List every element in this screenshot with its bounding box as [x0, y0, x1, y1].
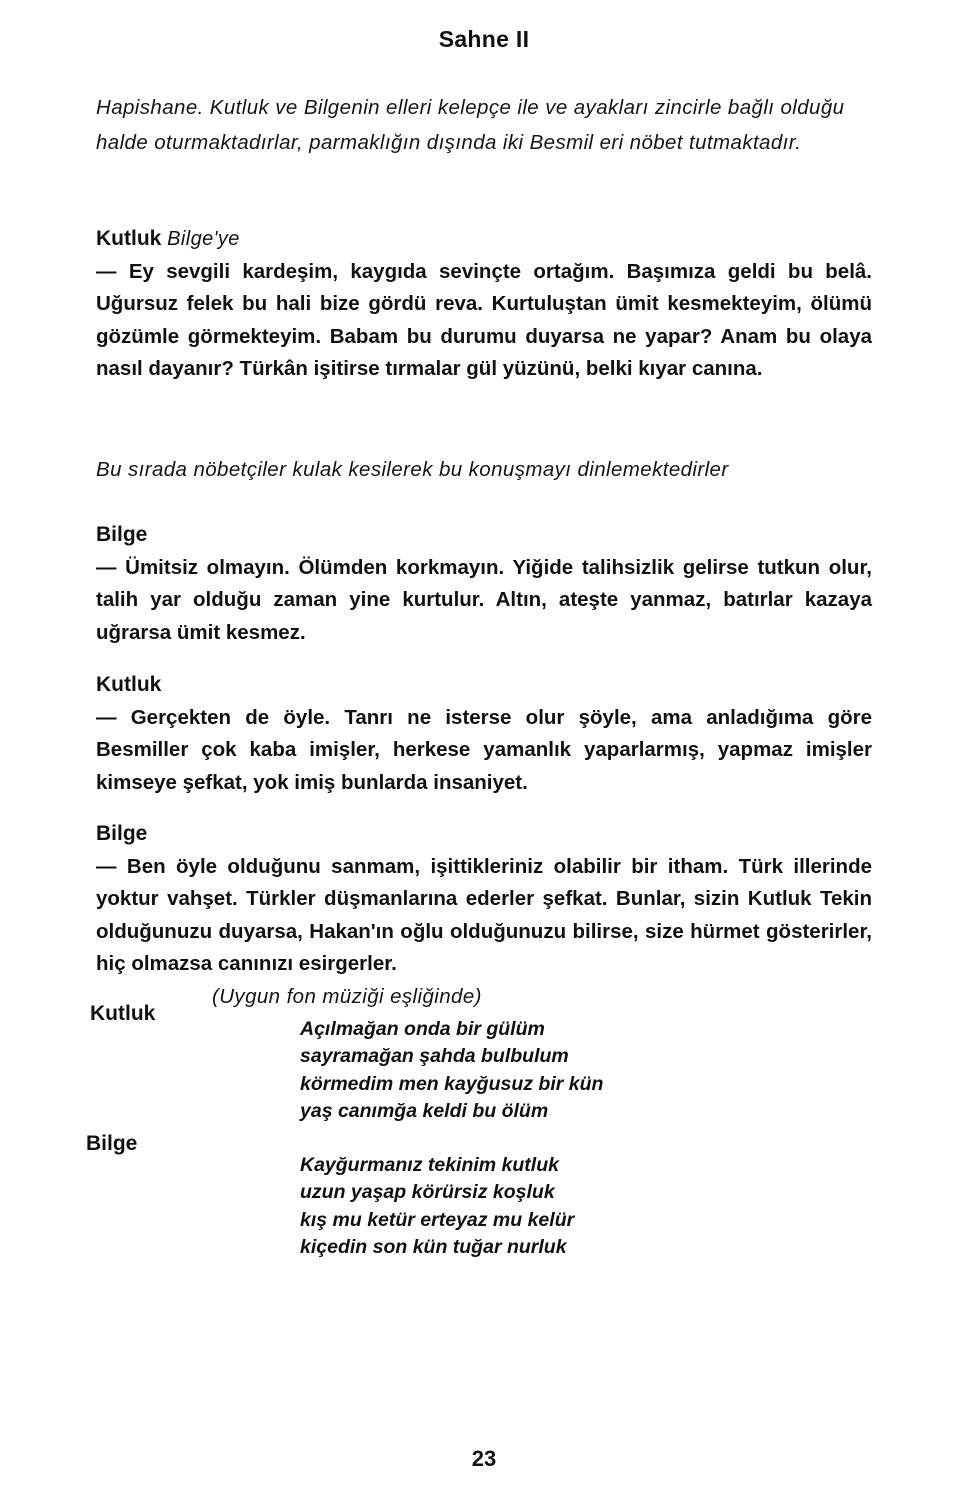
dialogue-block — [96, 818, 872, 981]
song-verse — [300, 1016, 720, 1126]
speech-text: — Ey sevgili kardeşim, kaygıda sevinçte ortağım. Başımıza geldi bu belâ. Uğursuz felek bu hali bize gördü reva. Kurtuluştan ümit kesmekteyim, ölümü gözümle görmekteyim. Babam bu durumu duyarsa ne yapar? Anam bu olaya nasıl dayanır? Türkân işitirse tırmalar gül yüzünü, belki kıyar canına. — [96, 259, 872, 381]
verse-line: sayramağan şahda bulbulum — [300, 1045, 569, 1068]
dialogue-block — [96, 519, 872, 649]
song-speaker-name: Kutluk — [90, 1002, 156, 1025]
speech-text: — Ben öyle olduğunu sanmam, işittikleriniz olabilir bir itham. Türk illerinde yoktur vahşet. Türkler düşmanlarına ederler şefkat. Bunlar, sizin Kutluk Tekin olduğunuzu duyarsa, Hakan'ın oğlu olduğunuzu bilirse, size hürmet gösterirler, hiç olmazsa canınızı esirgerler. — [96, 854, 872, 976]
song-verse — [300, 1152, 720, 1262]
verse-line: Kayğurmanız tekinim kutluk — [300, 1154, 559, 1176]
stage-direction-guards: Bu sırada nöbetçiler kulak kesilerek bu konuşmayı dinlemektedirler — [96, 458, 729, 481]
speaker-name: Bilge — [96, 523, 148, 546]
verse-line: kış mu ketür erteyaz mu kelür — [300, 1208, 575, 1231]
speech-text: — Gerçekten de öyle. Tanrı ne isterse olur şöyle, ama anladığıma göre Besmiller çok kaba imişler, herkese yamanlık yaparlarmış, yapmaz imişler kimseye şefkat, yok imiş bunlarda insaniyet. — [96, 705, 872, 794]
verse-line: yaş canımğa keldi bu ölüm — [300, 1100, 549, 1123]
verse-line: uzun yaşap körürsiz koşluk — [300, 1181, 555, 1204]
stage-direction-music: (Uygun fon müziği eşliğinde) — [212, 985, 482, 1008]
speaker-name: Kutluk — [96, 673, 162, 696]
speaker-name: Bilge — [96, 822, 148, 845]
speaker-direction: Bilge'ye — [167, 228, 240, 250]
speaker-label — [96, 223, 872, 256]
verse-line: Açılmağan onda bir gülüm — [300, 1018, 545, 1040]
scene-title: Sahne II — [438, 26, 530, 52]
song-speaker-name: Bilge — [86, 1132, 138, 1155]
verse-line: körmedim men kayğusuz bir kün — [300, 1072, 604, 1095]
book-page — [86, 0, 872, 1498]
speech-text: — Ümitsiz olmayın. Ölümden korkmayın. Yiğide talihsizlik gelirse tutkun olur, talih yar olduğu zaman yine kurtulur. Altın, ateşte yanmaz, batırlar kazaya uğrarsa ümit kesmez. — [96, 555, 872, 644]
dialogue-block — [96, 223, 872, 386]
stage-direction-opening: Hapishane. Kutluk ve Bilgenin elleri kelepçe ile ve ayakları zincirle bağlı olduğu halde oturmaktadırlar, parmaklığın dışında iki Besmil eri nöbet tutmaktadır. — [96, 96, 845, 154]
verse-line: kiçedin son kün tuğar nurluk — [300, 1236, 567, 1259]
page-number: 23 — [471, 1446, 497, 1471]
dialogue-block — [96, 669, 872, 799]
speaker-name: Kutluk — [96, 227, 162, 250]
